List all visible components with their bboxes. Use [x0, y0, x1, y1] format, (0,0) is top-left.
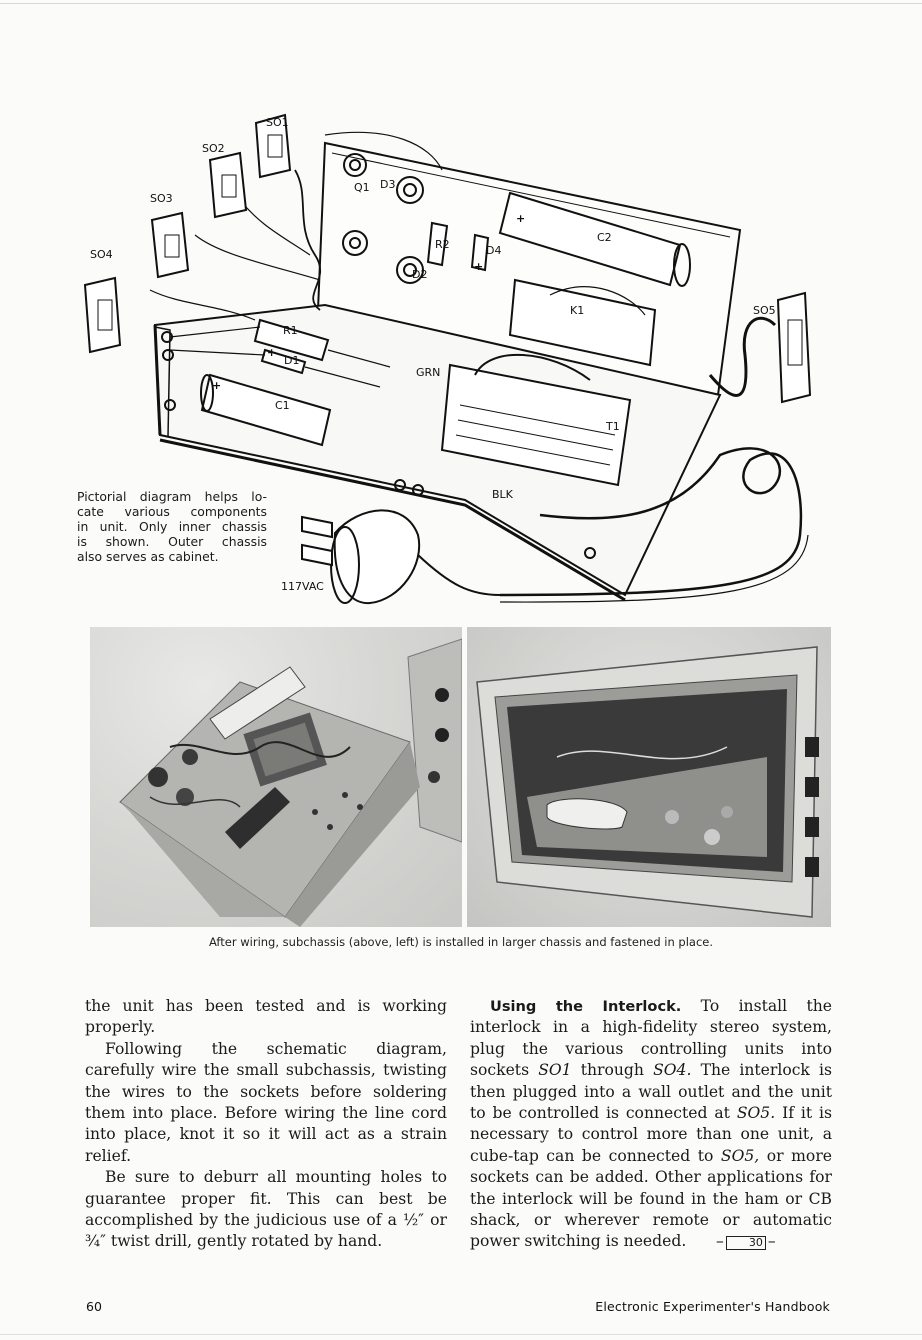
- label-c2-plus: +: [516, 212, 526, 225]
- caption-line: is shown. Outer chassis: [77, 534, 267, 549]
- label-so3: SO3: [150, 192, 173, 205]
- label-so4: SO4: [90, 248, 113, 261]
- page-number: 60: [86, 1299, 102, 1314]
- label-d1-plus: +: [267, 346, 277, 359]
- label-c1-plus: +: [212, 379, 222, 392]
- label-r2: R2: [435, 238, 450, 251]
- label-c2: C2: [597, 231, 612, 244]
- bottom-rule: [0, 1334, 922, 1335]
- text-run: Be sure to deburr all mounting holes to guarantee proper fit. This can best be accomplished by the judicious use of a: [85, 1168, 447, 1230]
- end-mark: 30: [726, 1236, 766, 1250]
- socket-ref: SO5,: [720, 1146, 760, 1165]
- text-column-left: [85, 996, 447, 1253]
- photo-subchassis: [90, 627, 462, 927]
- caption-line: in unit. Only inner chassis: [77, 519, 267, 534]
- photo-installed-chassis: [467, 627, 831, 927]
- label-so1: SO1: [266, 116, 289, 129]
- text-column-right: [470, 996, 832, 1253]
- label-d3: D3: [380, 178, 396, 191]
- label-blk: BLK: [492, 488, 513, 501]
- fraction: ½″: [403, 1211, 425, 1230]
- section-heading: Using the Interlock.: [490, 998, 682, 1015]
- pictorial-caption: [77, 489, 267, 564]
- label-d4-plus: +: [474, 260, 484, 273]
- text-run: through: [580, 1061, 644, 1080]
- paragraph: Using the Interlock. To install the interlock in a high-fidelity stereo system, plug the various controlling units into sockets SO1 through SO4. The interlock is then plugged into a wall outlet and the unit to be controlled is connected at SO5. If it is necessary to control more than one unit, a cube-tap can be connected to SO5, or more sockets can be added. Other applications for the interlock will be found in the ham or CB shack, or wherever remote or automatic power switching is needed. – 30 –: [470, 997, 832, 1251]
- label-k1: K1: [570, 304, 585, 317]
- label-117vac: 117VAC: [281, 580, 324, 593]
- text-run: or more sockets can be added. Other applications for the interlock will be found in the ham or CB shack, or wherever remote or automatic power switching is needed.: [470, 1146, 832, 1251]
- label-t1: T1: [606, 420, 620, 433]
- socket-ref: SO5.: [736, 1104, 776, 1123]
- text-run: twist drill, gently rotated by hand.: [110, 1232, 383, 1251]
- text-run: To install the interlock in a high-fidelity stereo system, plug the various controlling units into sockets: [470, 997, 832, 1080]
- label-grn: GRN: [416, 366, 441, 379]
- text-run: If it is necessary to control more than one unit, a cube-tap can be connected to: [470, 1104, 832, 1165]
- photo-caption: After wiring, subchassis (above, left) is installed in larger chassis and fastened in place.: [208, 935, 714, 949]
- label-d4: D4: [486, 244, 502, 257]
- paragraph: [85, 1167, 447, 1253]
- publication-name: Electronic Experimenter's Handbook: [595, 1299, 830, 1314]
- label-r1: R1: [283, 324, 298, 337]
- caption-line: Pictorial diagram helps lo-: [77, 489, 267, 504]
- socket-ref: SO4.: [653, 1061, 692, 1080]
- label-so2: SO2: [202, 142, 225, 155]
- paragraph: Following the schematic diagram, carefully wire the small subchassis, twisting the wires to the sockets before soldering them into place. Before wiring the line cord into place, knot it so it will act as a strain relief.: [85, 1039, 447, 1165]
- fraction: ¾″: [85, 1232, 106, 1251]
- socket-ref: SO1: [538, 1061, 572, 1080]
- label-so5: SO5: [753, 304, 776, 317]
- text-run: or: [430, 1211, 447, 1230]
- paragraph: the unit has been tested and is working properly.: [85, 997, 447, 1037]
- caption-line: cate various components: [77, 504, 267, 519]
- text-run: The interlock is then plugged into a wall outlet and the unit to be controlled is connected at: [470, 1061, 832, 1123]
- label-d2: D2: [412, 268, 428, 281]
- top-rule: [0, 3, 922, 4]
- caption-line: also serves as cabinet.: [77, 549, 219, 564]
- label-d1: D1: [284, 354, 300, 367]
- label-q1: Q1: [354, 181, 370, 194]
- label-c1: C1: [275, 399, 290, 412]
